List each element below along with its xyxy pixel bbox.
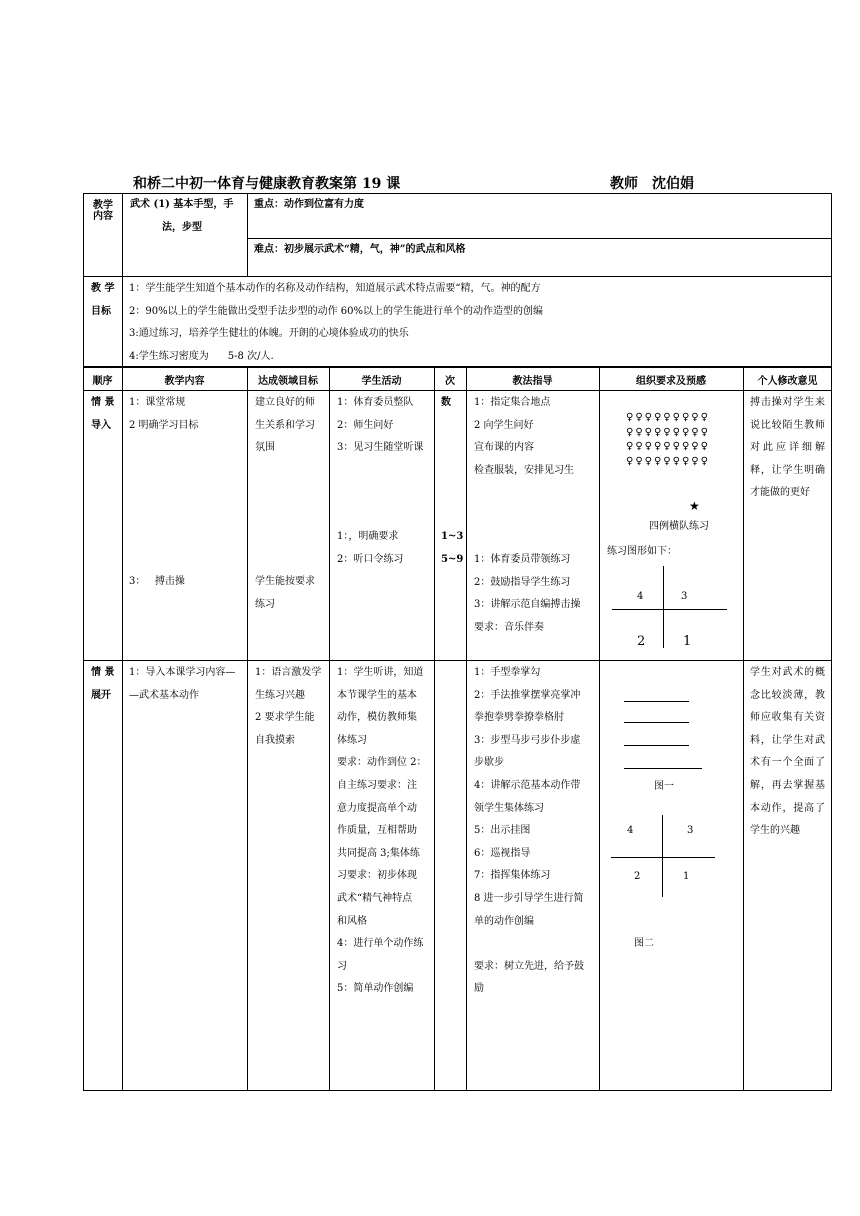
section1-activity-top: 1：体育委员整队 2：师生问好 3：见习生随堂听课 <box>337 397 424 454</box>
figure1-line-4 <box>624 768 702 769</box>
quad-label-3: 3 <box>681 591 688 602</box>
difficulty: 难点：初步展示武术“精，气，神”的武点和风格 <box>254 244 466 255</box>
section2-guide: 1：手型拳掌勾 2：手法推掌摆掌亮掌冲 拳抱拳劈拳撩拳格肘 3：步型马步弓步仆步虚 步歇步 4：讲解示范基本动作带 领学生集体练习 5：出示挂图 6：巡视指导 7：指挥集体练习 8 进一步引导学生进行简 单的动作创编 要求：树立先进，给予鼓 励 <box>474 667 584 995</box>
section1-guide-top: 1：指定集合地点 2 向学生问好 宣布课的内容 检查服装，安排见习生 <box>474 397 574 476</box>
col-remarks: 个人修改意见 <box>757 376 818 387</box>
col-guide: 教法指导 <box>512 376 553 387</box>
section1-order: 情 景 导入 <box>91 397 115 431</box>
goals-label: 教 学 目标 <box>91 283 115 317</box>
quad-label-2: 2 <box>637 634 646 649</box>
figure2-cross-horizontal <box>611 857 715 858</box>
section1-activity-bottom: 1：，明确要求 2：听口令练习 <box>337 531 404 565</box>
quad-cross-vertical <box>663 566 664 648</box>
section2-goal: 1：语言激发学 生练习兴趣 2 要求学生能 自我摸索 <box>255 667 322 746</box>
key-point: 重点：动作到位富有力度 <box>254 199 364 210</box>
figure2-label-3: 3 <box>687 825 694 836</box>
figure1-line-1 <box>624 701 689 702</box>
section1-remark: 搏击操对学生来说比较陌生教师对此应详细解释，让学生明确才能做的更好 <box>750 397 825 499</box>
lesson-plan-table <box>83 367 832 1091</box>
figure2-cross-vertical <box>662 815 663 897</box>
section1-goal-bottom: 学生能按要求 练习 <box>255 576 315 610</box>
col-times: 次 <box>445 376 455 387</box>
teacher-name: 沈伯娟 <box>652 176 694 192</box>
goals-list: 1：学生能学生知道个基本动作的名称及动作结构，知道展示武术特点需要“精，气。神的配方 2：90%以上的学生能做出受型手法步型的动作 60%以上的学生能进行单个的动作造型的创编 3:通过练习，培养学生健壮的体魄。开朗的心境体验成功的快乐 4:学生练习密度为 5-8 次/人. <box>129 283 543 362</box>
col-activity: 学生活动 <box>361 376 402 387</box>
figure1-line-3 <box>624 745 689 746</box>
section1-times-bottom: 1~3 5~9 <box>441 531 464 565</box>
figure2-label-1: 1 <box>683 871 690 882</box>
teacher-info <box>610 173 694 193</box>
formation-caption: 四例横队练习 <box>649 521 709 532</box>
figure1-line-2 <box>624 722 689 723</box>
section2-order: 情 景 展开 <box>91 667 115 701</box>
section1-guide-bottom: 1：体育委员带领练习 2：鼓励指导学生练习 3：讲解示范自编搏击操 要求：音乐伴奏 <box>474 554 581 633</box>
col-organization: 组织要求及预感 <box>636 376 706 387</box>
content-label: 教学内容 <box>93 200 113 222</box>
figure1-caption: 图一 <box>654 781 674 792</box>
section1-goal-top: 建立良好的师 生关系和学习 氛围 <box>255 397 315 454</box>
practice-caption: 练习图形如下： <box>607 546 677 557</box>
section2-remark: 学生对武术的概念比较淡薄，教师应收集有关资料，让学生对武术有一个全面了解，再去掌握基本动作，提高了学生的兴趣 <box>750 667 825 837</box>
teacher-label: 教师 <box>610 176 638 192</box>
section1-content-bottom: 3： 搏击操 <box>129 576 185 587</box>
formation-students: ♀♀♀♀♀♀♀♀♀ ♀♀♀♀♀♀♀♀♀ ♀♀♀♀♀♀♀♀♀ ♀♀♀♀♀♀♀♀♀ <box>626 412 710 467</box>
quad-cross-horizontal <box>612 609 727 610</box>
col-goal: 达成领域目标 <box>258 376 318 387</box>
quad-label-4: 4 <box>637 591 644 602</box>
quad-label-1: 1 <box>683 634 692 649</box>
col-content: 教学内容 <box>164 376 205 387</box>
section1-content-top: 1：课堂常规 2 明确学习目标 <box>129 397 199 431</box>
section2-content: 1：导入本课学习内容— —武术基本动作 <box>129 667 236 701</box>
teacher-star-icon: ★ <box>689 499 700 513</box>
figure2-label-4: 4 <box>627 825 634 836</box>
section1-times-top: 数 <box>441 397 451 408</box>
figure2-caption: 图二 <box>634 938 654 949</box>
topic: 武术 (1) 基本手型，手 法，步型 <box>130 199 234 233</box>
col-order: 顺序 <box>92 376 113 387</box>
section2-activity: 1：学生听讲，知道 本节课学生的基本 动作，模仿教师集 体练习 要求：动作到位 2： 自主练习要求：注 意力度提高单个动 作质量，互相帮助 共同提高 3;集体练 习要求：初步体现 武术“精气神特点 和风格 4：进行单个动作练 习 5：简单动作创编 <box>337 667 427 995</box>
lesson-title: 和桥二中初一体育与健康教育教案第 19 课 <box>133 176 401 192</box>
figure2-label-2: 2 <box>634 871 641 882</box>
